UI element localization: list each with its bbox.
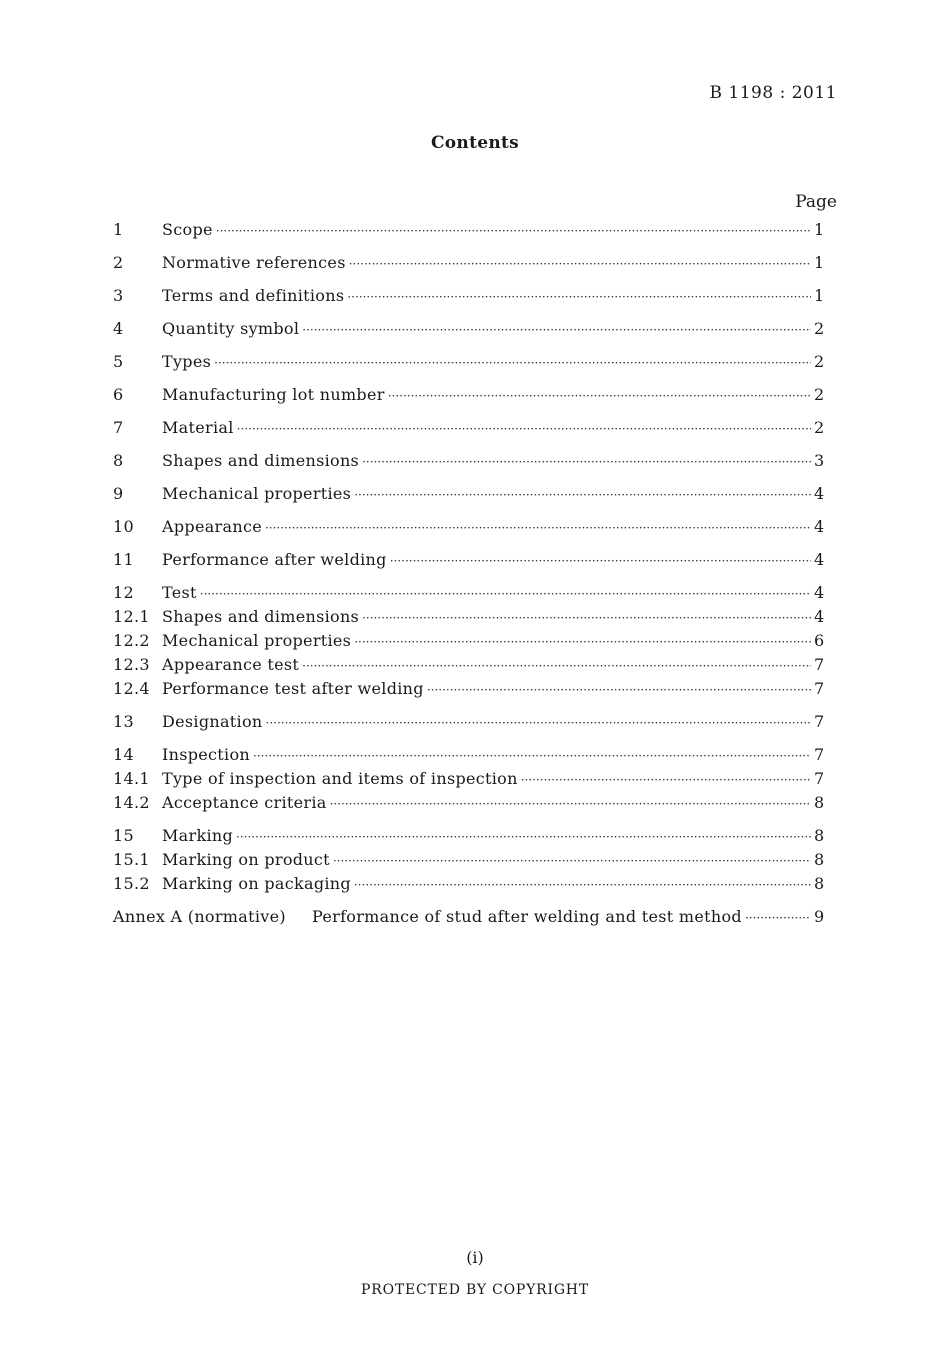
toc-entry-14-1[interactable] [113, 767, 824, 791]
dot-leader [347, 285, 811, 309]
entry-number: 15.2 [113, 874, 150, 893]
toc-entry-8[interactable] [113, 449, 824, 473]
dot-leader [266, 711, 812, 735]
dot-leader [521, 768, 811, 792]
entry-title: Types [162, 352, 212, 371]
entry-number: 15.1 [113, 850, 150, 869]
dot-leader [362, 606, 811, 630]
entry-number: 11 [113, 550, 134, 569]
entry-number: 7 [113, 418, 124, 437]
entry-page: 1 [814, 286, 825, 305]
entry-number: 6 [113, 385, 124, 404]
entry-number: 3 [113, 286, 124, 305]
dot-leader [390, 549, 811, 573]
entry-page: 7 [814, 745, 825, 764]
entry-page: 4 [814, 607, 825, 626]
dot-leader [354, 483, 811, 507]
entry-number: 14.2 [113, 793, 150, 812]
entry-title: Appearance test [162, 655, 300, 674]
dot-leader [302, 318, 811, 342]
entry-page: 6 [814, 631, 825, 650]
toc-entry-15-1[interactable] [113, 848, 824, 872]
entry-title: Shapes and dimensions [162, 607, 360, 626]
entry-title: Shapes and dimensions [162, 451, 360, 470]
entry-title: Performance after welding [162, 550, 387, 569]
toc-entry-1[interactable] [113, 218, 824, 242]
dot-leader [216, 219, 811, 243]
entry-title: Marking [162, 826, 234, 845]
dot-leader [349, 252, 811, 276]
annex-page: 9 [814, 907, 825, 926]
toc-entry-9[interactable] [113, 482, 824, 506]
entry-number: 5 [113, 352, 124, 371]
toc-entry-14-2[interactable] [113, 791, 824, 815]
entry-number: 14 [113, 745, 134, 764]
entry-page: 8 [814, 850, 825, 869]
toc-entry-annex-a[interactable] [113, 905, 824, 929]
entry-page: 4 [814, 583, 825, 602]
entry-title: Quantity symbol [162, 319, 300, 338]
dot-leader [214, 351, 811, 375]
dot-leader [237, 417, 811, 441]
entry-number: 12.4 [113, 679, 150, 698]
entry-title: Marking on packaging [162, 874, 351, 893]
dot-leader [354, 873, 811, 897]
toc-entry-12[interactable] [113, 581, 824, 605]
entry-title: Appearance [162, 517, 262, 536]
entry-number: 12.3 [113, 655, 150, 674]
entry-title: Designation [162, 712, 263, 731]
entry-page: 8 [814, 826, 825, 845]
dot-leader [354, 630, 811, 654]
entry-title: Marking on product [162, 850, 330, 869]
entry-number: 14.1 [113, 769, 150, 788]
toc-entry-11[interactable] [113, 548, 824, 572]
entry-title: Test [162, 583, 197, 602]
entry-number: 8 [113, 451, 124, 470]
entry-number: 12.1 [113, 607, 150, 626]
entry-title: Normative references [162, 253, 346, 272]
toc-entry-10[interactable] [113, 515, 824, 539]
toc-entry-15-2[interactable] [113, 872, 824, 896]
toc-entry-4[interactable] [113, 317, 824, 341]
entry-title: Terms and definitions [162, 286, 345, 305]
toc-entry-5[interactable] [113, 350, 824, 374]
annex-title: Performance of stud after welding and test method [312, 907, 742, 926]
dot-leader [362, 450, 811, 474]
dot-leader [330, 792, 811, 816]
entry-title: Manufacturing lot number [162, 385, 385, 404]
toc-entry-15[interactable] [113, 824, 824, 848]
standard-number: B 1198 : 2011 [709, 83, 837, 103]
entry-number: 15 [113, 826, 134, 845]
entry-page: 4 [814, 484, 825, 503]
dot-leader [200, 582, 811, 606]
footer-page-number: (i) [466, 1248, 484, 1267]
entry-title: Acceptance criteria [162, 793, 327, 812]
page-column-label: Page [795, 192, 837, 212]
entry-page: 4 [814, 517, 825, 536]
entry-page: 7 [814, 679, 825, 698]
toc-entry-12-2[interactable] [113, 629, 824, 653]
entry-page: 7 [814, 769, 825, 788]
entry-title: Mechanical properties [162, 484, 352, 503]
dot-leader [333, 849, 811, 873]
dot-leader [388, 384, 811, 408]
entry-number: 9 [113, 484, 124, 503]
dot-leader [427, 678, 811, 702]
toc-entry-13[interactable] [113, 710, 824, 734]
toc-entry-6[interactable] [113, 383, 824, 407]
entry-page: 2 [814, 352, 825, 371]
entry-page: 2 [814, 385, 825, 404]
annex-label: Annex A (normative) [113, 907, 286, 926]
entry-page: 2 [814, 319, 825, 338]
copyright-notice: PROTECTED BY COPYRIGHT [361, 1282, 589, 1298]
dot-leader [265, 516, 811, 540]
entry-number: 12.2 [113, 631, 150, 650]
toc-entry-2[interactable] [113, 251, 824, 275]
entry-title: Material [162, 418, 234, 437]
dot-leader [236, 825, 811, 849]
entry-title: Type of inspection and items of inspection [162, 769, 518, 788]
entry-number: 13 [113, 712, 134, 731]
entry-page: 7 [814, 712, 825, 731]
table-of-contents [113, 218, 824, 929]
entry-page: 1 [814, 220, 825, 239]
entry-title: Inspection [162, 745, 250, 764]
entry-page: 4 [814, 550, 825, 569]
toc-entry-14[interactable] [113, 743, 824, 767]
entry-number: 12 [113, 583, 134, 602]
entry-page: 1 [814, 253, 825, 272]
entry-title: Scope [162, 220, 213, 239]
page-title: Contents [430, 133, 520, 153]
entry-number: 4 [113, 319, 124, 338]
toc-entry-12-3[interactable] [113, 653, 824, 677]
entry-page: 8 [814, 874, 825, 893]
entry-page: 8 [814, 793, 825, 812]
entry-page: 3 [814, 451, 825, 470]
entry-page: 7 [814, 655, 825, 674]
toc-entry-3[interactable] [113, 284, 824, 308]
entry-title: Mechanical properties [162, 631, 352, 650]
toc-entry-12-4[interactable] [113, 677, 824, 701]
entry-title: Performance test after welding [162, 679, 424, 698]
entry-number: 2 [113, 253, 124, 272]
entry-number: 1 [113, 220, 124, 239]
dot-leader [745, 906, 811, 930]
entry-number: 10 [113, 517, 134, 536]
dot-leader [302, 654, 811, 678]
toc-entry-12-1[interactable] [113, 605, 824, 629]
entry-page: 2 [814, 418, 825, 437]
dot-leader [253, 744, 811, 768]
toc-entry-7[interactable] [113, 416, 824, 440]
